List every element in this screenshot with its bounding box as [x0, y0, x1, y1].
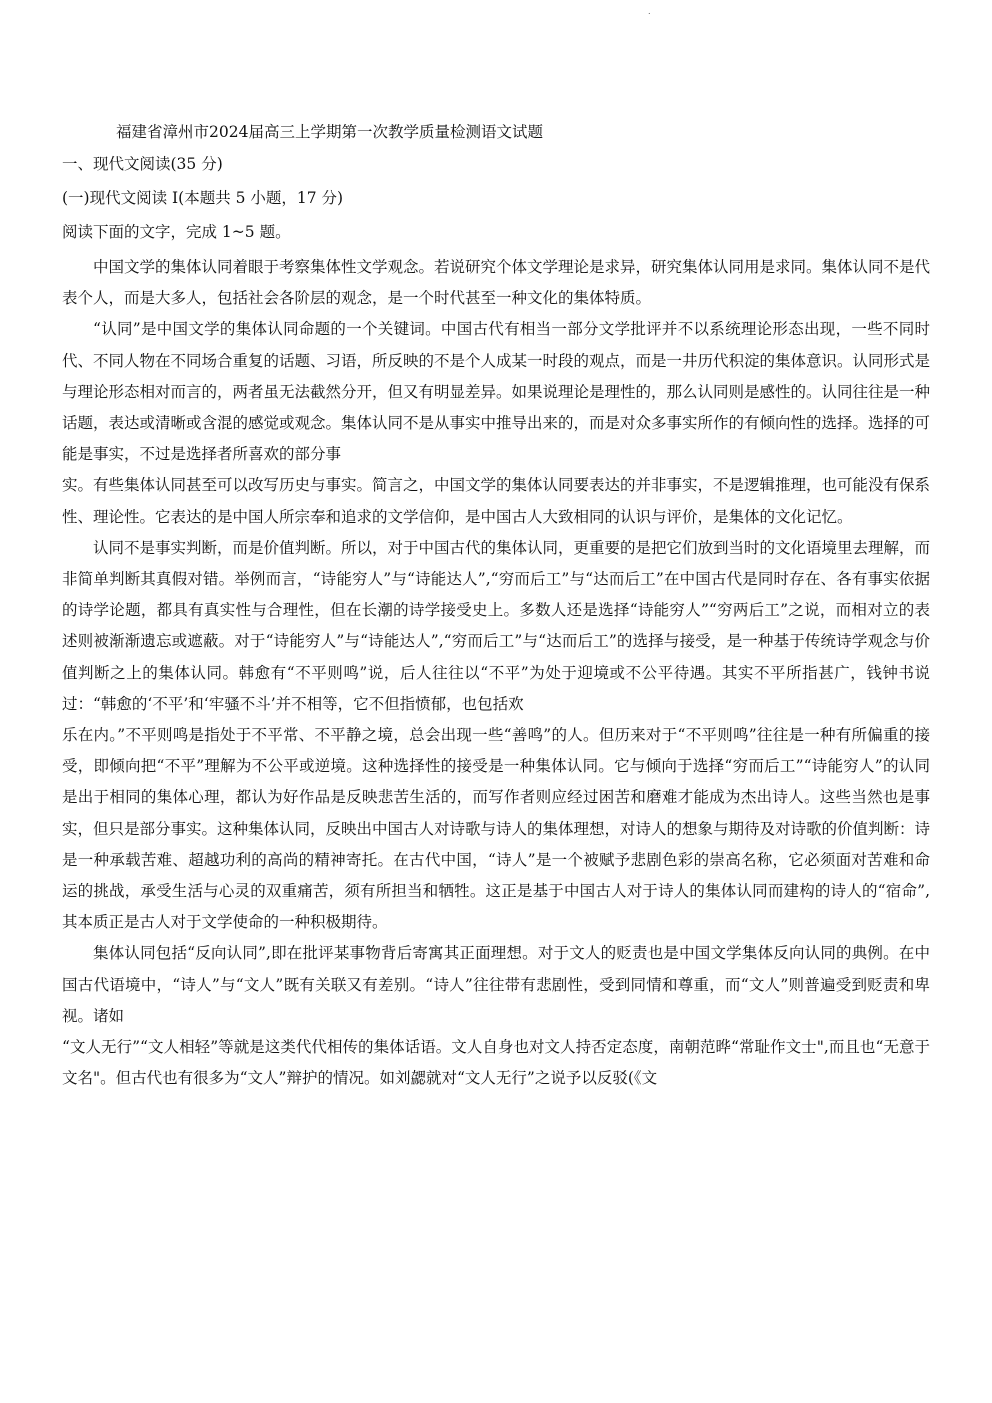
exam-title: 福建省漳州市2024届高三上学期第一次教学质量检测语文试题 — [116, 123, 543, 141]
paragraph-1: 中国文学的集体认同着眼于考察集体性文学观念。若说研究个体文学理论是求异，研究集体认同用是求同。集体认同不是代表个人，而是大多人，包括社会各阶层的观念，是一个时代甚至一种文化的集体特质。 — [62, 258, 931, 308]
section-heading: 一、现代文阅读(35 分) — [62, 155, 223, 173]
paragraph-4: 集体认同包括“反向认同”,即在批评某事物背后寄寓其正面理想。对于文人的贬责也是中国文学集体反向认同的典例。在中国古代语境中，“诗人”与“文人”既有关联又有差别。“诗人”往往带有悲剧性，受到同情和尊重，而“文人”则普遍受到贬责和卑视。诸如 — [62, 944, 930, 1025]
page-mark: . — [648, 7, 651, 16]
subsection-heading: (一)现代文阅读 I(本题共 5 小题，17 分) — [62, 189, 344, 207]
paragraph-2-continued: 实。有些集体认同甚至可以改写历史与事实。简言之，中国文学的集体认同要表达的并非事实，不是逻辑推理，也可能没有保系性、理论性。它表达的是中国人所宗奉和追求的文学信仰，是中国古人大致相同的认识与评价，是集体的文化记忆。 — [62, 476, 931, 526]
paragraph-3-continued: 乐在内。”不平则鸣是指处于不平常、不平静之境，总会出现一些“善鸣”的人。但历来对于“不平则鸣”往往是一种有所偏重的接受，即倾向把“不平”理解为不公平或逆境。这种选择性的接受是一种集体认同。它与倾向于选择“穷而后工”“诗能穷人”的认同是出于相同的集体心理，都认为好作品是反映悲苦生活的，而写作者则应经过困苦和磨难才能成为杰出诗人。这些当然也是事实，但只是部分事实。这种集体认同，反映出中国古人对诗歌与诗人的集体理想，对诗人的想象与期待及对诗歌的价值判断：诗是一种承载苦难、超越功利的高尚的精神寄托。在古代中国，“诗人”是一个被赋予悲剧色彩的崇高名称，它必须面对苦难和命运的挑战，承受生活与心灵的双重痛苦，须有所担当和牺牲。这正是基于中国古人对于诗人的集体认同而建构的诗人的“宿命”,其本质正是古人对于文学使命的一种积极期待。 — [62, 726, 931, 932]
paragraph-4-continued: “文人无行”“文人相轻”等就是这类代代相传的集体话语。文人自身也对文人持否定态度，南朝范晔“常耻作文士",而且也“无意于文名"。但古代也有很多为“文人”辩护的情况。如刘勰就对“文人无行”之说予以反驳(《文 — [62, 1038, 930, 1088]
paragraph-2: “认同”是中国文学的集体认同命题的一个关键词。中国古代有相当一部分文学批评并不以系统理论形态出现，一些不同时代、不同人物在不同场合重复的话题、习语，所反映的不是个人成某一时段的观点，而是一井历代积淀的集体意识。认同形式是与理论形态相对而言的，两者虽无法截然分开，但又有明显差异。如果说理论是理性的，那么认同则是感性的。认同往往是一种话题，表达或清晰或含混的感觉或观念。集体认同不是从事实中推导出来的，而是对众多事实所作的有倾向性的选择。选择的可能是事实，不过是选择者所喜欢的部分事 — [62, 320, 931, 464]
paragraph-3: 认同不是事实判断，而是价值判断。所以，对于中国古代的集体认同，更重要的是把它们放到当时的文化语境里去理解，而非简单判断其真假对错。举例而言，“诗能穷人”与“诗能达人”,“穷而后工”与“达而后工”在中国古代是同时存在、各有事实依据的诗学论题，都具有真实性与合理性，但在长潮的诗学接受史上。多数人还是选择“诗能穷人”“穷两后工”之说，而相对立的表述则被渐渐遗忘或遮蔽。对于“诗能穷人”与“诗能达人”,“穷而后工”与“达而后工”的选择与接受，是一种基于传统诗学观念与价值判断之上的集体认同。韩愈有“不平则鸣”说，后人往往以“不平”为处于迎境或不公平待遇。其实不平所指甚广，钱钟书说过：“韩愈的‘不平’和‘牢骚不斗’并不相等，它不但指愤郁，也包括欢 — [62, 538, 931, 713]
document-page — [62, 118, 930, 1094]
reading-instruction: 阅读下面的文字，完成 1~5 题。 — [62, 223, 291, 241]
